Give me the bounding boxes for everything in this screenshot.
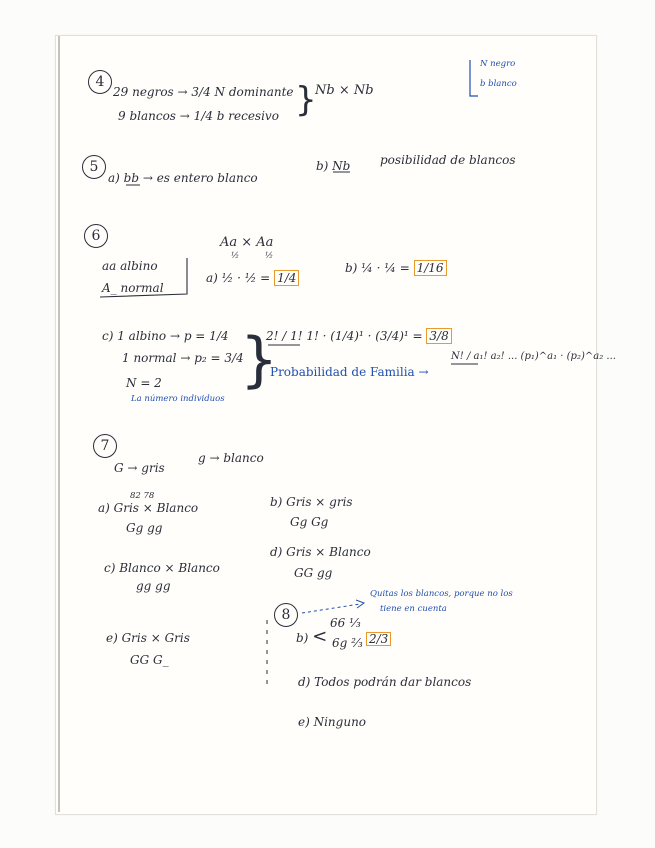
q4-legend-blanco: b blanco <box>480 79 517 89</box>
q6-c-normal: 1 normal → p₂ = 3/4 <box>122 351 244 365</box>
q7-blanco-allele: g → blanco <box>198 451 264 465</box>
q7-answer-a: a) Gris × Blanco <box>98 501 199 515</box>
q7-answer-b-genotype: Gg Gg <box>290 515 329 529</box>
q4-cross: Nb × Nb <box>315 83 374 98</box>
q8-note-line1: Quitas los blancos, porque no los <box>370 589 513 599</box>
q8-answer-d: d) Todos podrán dar blancos <box>298 675 472 689</box>
q6-answer-a <box>206 272 299 284</box>
q6-answer-b-result: 1/16 <box>414 260 447 276</box>
q8-b-result: 2/3 <box>366 632 391 646</box>
q6-c-n: N = 2 <box>126 376 162 390</box>
q7-gris-allele: G → gris <box>114 461 165 475</box>
q6-c-albino: c) 1 albino → p = 1/4 <box>102 329 229 343</box>
q8-b-top: 66 ⅓ <box>330 616 361 630</box>
q7-answer-c: c) Blanco × Blanco <box>104 561 220 575</box>
q8-note-line2: tiene en cuenta <box>380 604 447 614</box>
q6-c-note: La número individuos <box>131 394 225 404</box>
q8-b-bottom: 6g ⅔ <box>332 636 363 650</box>
q7-a-counts: 82 78 <box>130 491 155 501</box>
q5-answer-a: a) bb → es entero blanco <box>108 171 258 185</box>
q6-prob-1: ½ <box>231 251 240 261</box>
q6-prob-2: ½ <box>265 251 274 261</box>
q6-formula-expr: 2! / 1! 1! · (1/4)¹ · (3/4)¹ = <box>266 329 423 343</box>
q4-brace: } <box>295 80 317 120</box>
q7-number: 7 <box>93 434 117 458</box>
q8-number: 8 <box>274 603 298 627</box>
q6-normal-label: A_ normal <box>102 281 164 295</box>
q4-line-blancos: 9 blancos → 1/4 b recesivo <box>118 109 279 123</box>
q6-answer-a-expr: a) ½ · ½ = <box>206 271 271 285</box>
q6-albino-label: aa albino <box>102 259 158 273</box>
q5-number: 5 <box>82 155 106 179</box>
q6-formula <box>266 330 452 342</box>
q7-answer-d-genotype: GG gg <box>294 566 333 580</box>
q7-answer-e: e) Gris × Gris <box>106 631 190 645</box>
q4-legend-negro: N negro <box>480 59 516 69</box>
q5-answer-b: b) Nb <box>316 159 351 173</box>
q6-number: 6 <box>84 224 108 248</box>
q8-answer-b-label: b) < <box>296 626 328 647</box>
q6-family-label: Probabilidad de Familia → <box>270 365 429 379</box>
legend-bracket <box>470 60 478 96</box>
q6-formula-result: 3/8 <box>426 328 451 344</box>
q8-answer-e: e) Ninguno <box>298 715 367 729</box>
q8-b-bracket: < <box>312 626 328 647</box>
q7-answer-d: d) Gris × Blanco <box>270 545 371 559</box>
q6-answer-b-expr: b) ¼ · ¼ = <box>345 261 410 275</box>
q6-c-brace: } <box>240 325 279 395</box>
q8-note-arrow <box>302 604 360 613</box>
q7-answer-b: b) Gris × gris <box>270 495 353 509</box>
q5-answer-b-note: posibilidad de blancos <box>380 153 516 167</box>
q6-family-formula: N! / a₁! a₂! ... (p₁)^a₁ · (p₂)^a₂ ... <box>451 351 616 362</box>
q4-number: 4 <box>88 70 112 94</box>
q6-answer-a-result: 1/4 <box>274 270 299 286</box>
q7-answer-e-genotype: GG G_ <box>130 653 169 667</box>
q7-answer-a-genotype: Gg gg <box>126 521 163 535</box>
q4-line-negros: 29 negros → 3/4 N dominante <box>113 85 294 99</box>
q6-cross: Aa × Aa <box>220 235 274 250</box>
q6-answer-b <box>345 262 447 274</box>
q7-answer-c-genotype: gg gg <box>136 579 171 593</box>
